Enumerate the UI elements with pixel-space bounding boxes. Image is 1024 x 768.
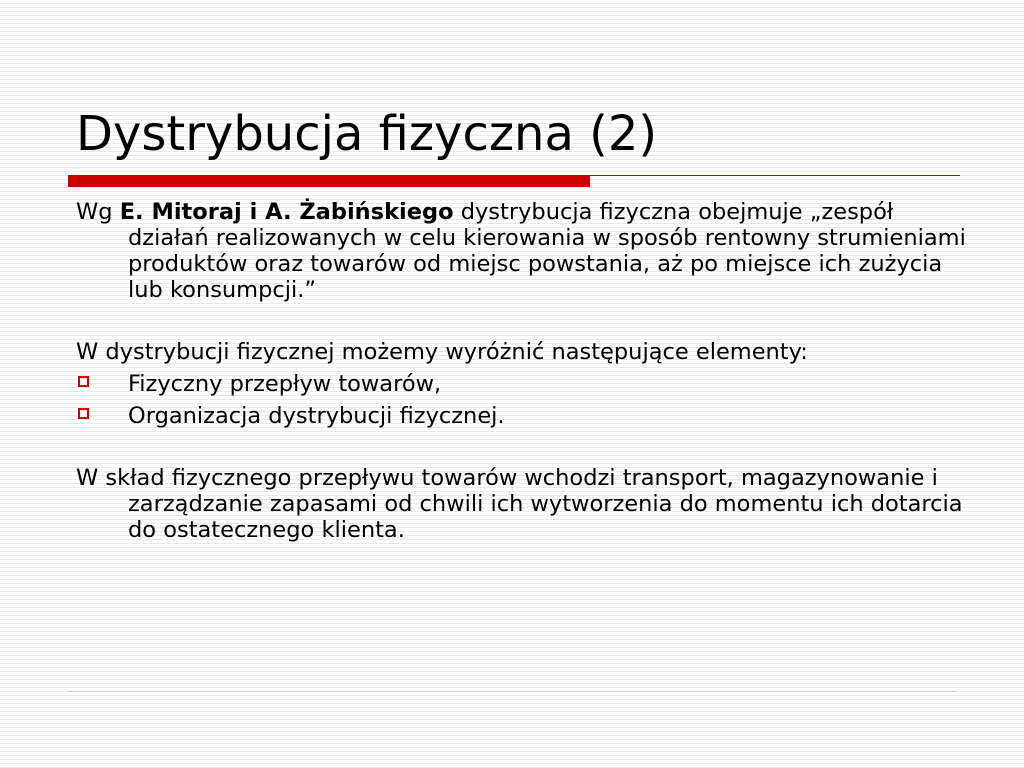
square-bullet-icon [78,408,89,419]
bullet-item-2 [76,403,966,429]
definition-text: dystrybucja fizyczna obejmuje „zespół działań realizowanych w celu kierowania w sposób rentowny strumieniami produktów oraz towarów od miejsc powstania, aż po miejsce ich zużycia lub konsumpcji.” [128,199,966,303]
spacer [76,303,966,339]
bullet-item-1 [76,371,966,397]
definition-prefix: Wg [76,199,120,225]
bullet-text: Organizacja dystrybucji fizycznej. [128,403,505,429]
physical-flow-paragraph: W skład fizycznego przepływu towarów wchodzi transport, magazynowanie i zarządzanie zapasami od chwili ich wytworzenia do momentu ich dotarcia do ostatecznego klienta. [76,465,963,543]
slide-title: Dystrybucja fizyczna (2) [76,106,658,162]
elements-intro-paragraph: W dystrybucji fizycznej możemy wyróżnić następujące elementy: [76,339,808,365]
square-bullet-icon [78,376,89,387]
footer-divider [68,691,956,692]
definition-paragraph [76,199,966,303]
definition-authors: E. Mitoraj i A. Żabińskiego [119,199,454,225]
title-underline-thin [590,175,960,176]
spacer [76,429,966,465]
bullet-text: Fizyczny przepływ towarów, [128,371,442,397]
slide-body [76,199,966,543]
title-underline-red [68,175,590,187]
